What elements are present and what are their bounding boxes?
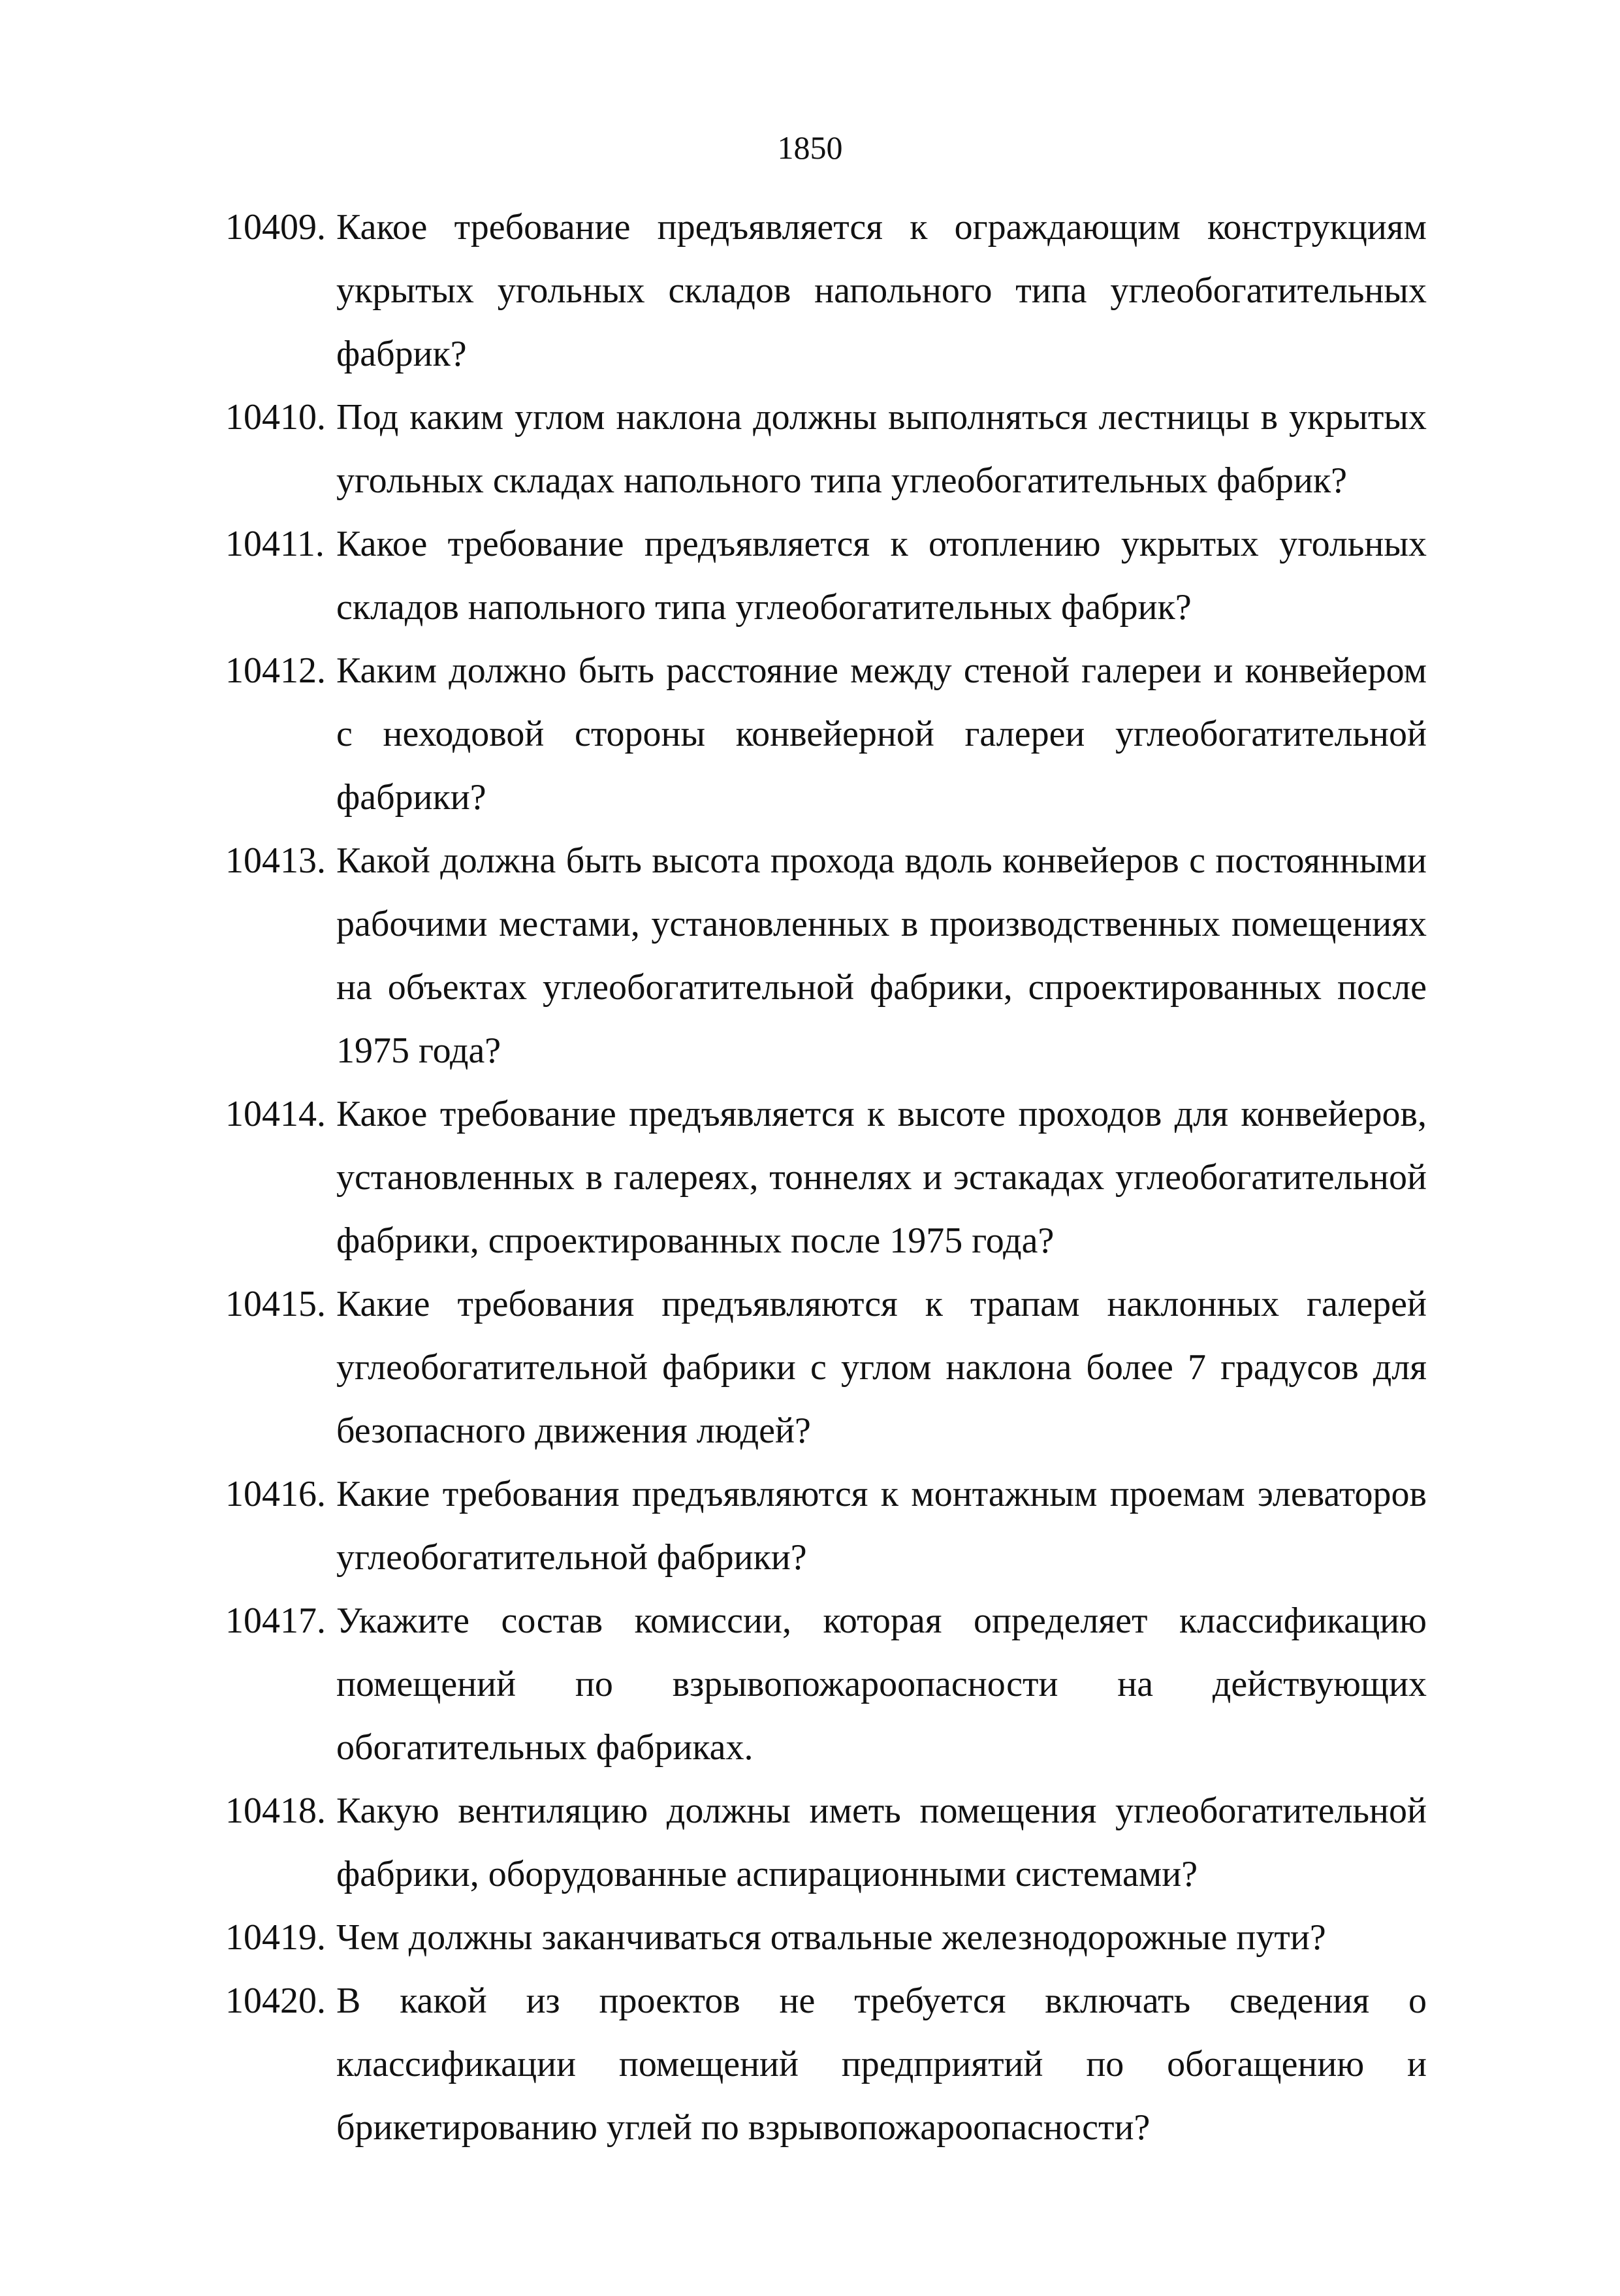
- question-number: 10416.: [225, 1474, 326, 1514]
- question-number: 10411.: [225, 524, 325, 564]
- question-text: Какие требования предъявляются к монтажным проемам элеваторов углеобогатительной фабрики?: [336, 1474, 1427, 1578]
- question-item: [225, 1969, 1427, 2160]
- question-item: [225, 386, 1427, 513]
- question-text: Какое требование предъявляется к ограждающим конструкциям укрытых угольных складов напольного типа углеобогатительных фабрик?: [336, 207, 1427, 374]
- question-number: 10412.: [225, 650, 326, 691]
- question-item: [225, 639, 1427, 829]
- question-list: [225, 196, 1427, 2160]
- question-number: 10415.: [225, 1284, 326, 1324]
- question-text: Какие требования предъявляются к трапам наклонных галерей углеобогатительной фабрики с углом наклона более 7 градусов для безопасного движения людей?: [336, 1284, 1427, 1451]
- question-item: [225, 1083, 1427, 1273]
- question-text: В какой из проектов не требуется включать сведения о классификации помещений предприятий по обогащению и брикетированию углей по взрывопожароопасности?: [336, 1981, 1427, 2148]
- question-item: [225, 1906, 1427, 1969]
- question-text: Какое требование предъявляется к отоплению укрытых угольных складов напольного типа углеобогатительных фабрик?: [336, 524, 1427, 628]
- question-number: 10417.: [225, 1601, 326, 1641]
- page-number: 1850: [777, 129, 843, 166]
- question-item: [225, 196, 1427, 386]
- question-number: 10414.: [225, 1094, 326, 1134]
- question-number: 10420.: [225, 1981, 326, 2021]
- question-number: 10409.: [225, 207, 326, 247]
- question-number: 10410.: [225, 397, 326, 438]
- question-text: Каким должно быть расстояние между стеной галереи и конвейером с неходовой стороны конвейерной галереи углеобогатительной фабрики?: [336, 650, 1427, 818]
- question-item: [225, 829, 1427, 1083]
- question-item: [225, 1779, 1427, 1906]
- question-item: [225, 1273, 1427, 1463]
- question-text: Какой должна быть высота прохода вдоль конвейеров с постоянными рабочими местами, установленных в производственных помещениях на объектах углеобогатительной фабрики, спроектированных после 1975 года?: [336, 840, 1427, 1071]
- question-text: Укажите состав комиссии, которая определяет классификацию помещений по взрывопожароопасности на действующих обогатительных фабриках.: [336, 1601, 1427, 1768]
- question-text: Какую вентиляцию должны иметь помещения углеобогатительной фабрики, оборудованные аспирационными системами?: [336, 1791, 1427, 1894]
- question-item: [225, 1463, 1427, 1589]
- question-item: [225, 513, 1427, 639]
- question-number: 10418.: [225, 1791, 326, 1831]
- question-text: Под каким углом наклона должны выполняться лестницы в укрытых угольных складах напольного типа углеобогатительных фабрик?: [336, 397, 1427, 501]
- question-text: Чем должны заканчиваться отвальные железнодорожные пути?: [336, 1917, 1326, 1958]
- question-item: [225, 1589, 1427, 1779]
- question-number: 10419.: [225, 1917, 326, 1958]
- question-number: 10413.: [225, 840, 326, 881]
- question-text: Какое требование предъявляется к высоте проходов для конвейеров, установленных в галереях, тоннелях и эстакадах углеобогатительной фабрики, спроектированных после 1975 года?: [336, 1094, 1427, 1261]
